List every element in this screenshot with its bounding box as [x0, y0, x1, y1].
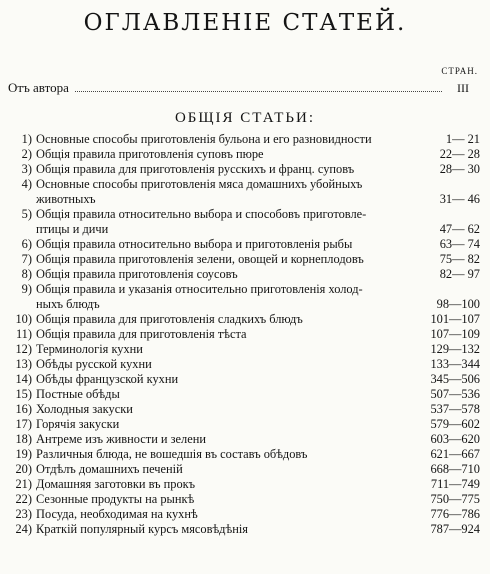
- toc-entry-text: [32, 327, 416, 342]
- toc-entry: [8, 237, 482, 252]
- toc-entry-number: 13): [15, 357, 32, 371]
- toc-entry: [8, 387, 482, 402]
- toc-entry: [8, 417, 482, 432]
- toc-entry-title: Обѣды французской кухни: [36, 372, 179, 386]
- toc-entry-title: Основные способы приготовленія бульона и его разновидности: [36, 132, 372, 146]
- toc-entry-pages: 776—786: [430, 507, 480, 521]
- toc-entry-text: [32, 162, 416, 177]
- toc-entry-pages: 537—578: [430, 402, 480, 416]
- toc-entry-number: 5): [21, 207, 32, 221]
- toc-entry-pages: 133—344: [430, 357, 480, 371]
- toc-entry: [8, 177, 482, 207]
- toc-entry-text: [32, 252, 416, 267]
- author-preface-entry: [8, 80, 478, 96]
- toc-entry: [8, 147, 482, 162]
- toc-entry-title: Общія правила для приготовленія тѣста: [36, 327, 247, 341]
- toc-entry-text: [32, 312, 416, 327]
- author-preface-page: III: [457, 81, 469, 95]
- toc-entry-title-continued: птицы и дичи: [36, 222, 109, 236]
- toc-entry-number: 4): [21, 177, 32, 191]
- toc-entry-title: Общія правила приготовленія соусовъ: [36, 267, 238, 281]
- toc-entry-text: [32, 282, 416, 312]
- toc-entry-pages: 345—506: [430, 372, 480, 386]
- toc-entry-number: 21): [15, 477, 32, 491]
- toc-entry-title: Общія правила приготовленія зелени, овощей и корнеплодовъ: [36, 252, 364, 266]
- toc-entry: [8, 402, 482, 417]
- toc-entry-pages: 579—602: [430, 417, 480, 431]
- toc-entry-text: [32, 237, 416, 252]
- toc-entry-pages: 711—749: [430, 477, 480, 491]
- toc-entry-pages: 750—775: [430, 492, 480, 506]
- toc-entry-title: Постные обѣды: [36, 387, 120, 401]
- toc-entry-pages: 129—132: [430, 342, 480, 356]
- toc-entry-number: 8): [21, 267, 32, 281]
- toc-entry-number: 3): [21, 162, 32, 176]
- toc-entry-text: [32, 522, 416, 537]
- toc-entry-title: Антреме изъ живности и зелени: [36, 432, 206, 446]
- toc-entry-pages: 603—620: [430, 432, 480, 446]
- toc-entry-pages: 22— 28: [439, 147, 480, 161]
- toc-entry-pages: 621—667: [430, 447, 480, 461]
- toc-entry-text: [32, 492, 416, 507]
- toc-entry-text: [32, 147, 416, 162]
- toc-entry-text: [32, 387, 416, 402]
- toc-entry-text: [32, 267, 416, 282]
- page-title: ОГЛАВЛЕНІЕ СТАТЕЙ.: [83, 10, 407, 36]
- toc-entry-number: 15): [15, 387, 32, 401]
- toc-entry-text: [32, 357, 416, 372]
- toc-entry-pages: 75— 82: [439, 252, 480, 266]
- toc-entry-pages: 98—100: [436, 297, 480, 311]
- toc-entry-title: Общія правила приготовленія суповъ пюре: [36, 147, 264, 161]
- toc-entry-number: 9): [21, 282, 32, 296]
- toc-entry-pages: 82— 97: [439, 267, 480, 281]
- toc-entry-pages: 787—924: [430, 522, 480, 536]
- toc-entry-text: [32, 462, 416, 477]
- toc-entry-title: Различныя блюда, не вошедшія въ составъ обѣдовъ: [36, 447, 308, 461]
- toc-entry: [8, 327, 482, 342]
- toc-entry-number: 22): [15, 492, 32, 506]
- toc-entry: [8, 162, 482, 177]
- toc-entry: [8, 357, 482, 372]
- toc-entry-title: Общія правила для приготовленія сладкихъ блюдъ: [36, 312, 303, 326]
- toc-entry-pages: 31— 46: [439, 192, 480, 206]
- toc-entry-number: 20): [15, 462, 32, 476]
- toc-entry-number: 16): [15, 402, 32, 416]
- toc-entry-text: [32, 477, 416, 492]
- toc-entry: [8, 447, 482, 462]
- toc-entry-number: 1): [21, 132, 32, 146]
- toc-entry-title: Основные способы приготовленія мяса домашнихъ убойныхъ: [36, 177, 363, 191]
- toc-entry-title: Общія правила и указанія относительно приготовленія холод-: [36, 282, 363, 296]
- toc-entry-text: [32, 432, 416, 447]
- toc-entry-number: 14): [15, 372, 32, 386]
- toc-entry-text: [32, 207, 416, 237]
- toc-entry: [8, 267, 482, 282]
- toc-entry-number: 2): [21, 147, 32, 161]
- toc-entry-title: Общія правила для приготовленія русскихъ и франц. суповъ: [36, 162, 355, 176]
- toc-entry-title: Сезонные продукты на рынкѣ: [36, 492, 195, 506]
- toc-entry-pages: 63— 74: [439, 237, 480, 251]
- toc-entry-title: Краткій популярный курсъ мясовѣдѣнія: [36, 522, 248, 536]
- toc-entry-text: [32, 342, 416, 357]
- toc-entry-text: [32, 507, 416, 522]
- toc-entry-text: [32, 132, 416, 147]
- toc-entry-number: 12): [15, 342, 32, 356]
- toc-entry-title: Домашняя заготовки въ прокъ: [36, 477, 196, 491]
- toc-entry-title: Горячія закуски: [36, 417, 120, 431]
- toc-entry-pages: 507—536: [430, 387, 480, 401]
- toc-entry-number: 18): [15, 432, 32, 446]
- toc-entry-text: [32, 402, 416, 417]
- toc-entry: [8, 462, 482, 477]
- leader-dots: [75, 91, 442, 92]
- table-of-contents: [8, 132, 482, 537]
- toc-entry: [8, 342, 482, 357]
- toc-entry-title: Посуда, необходимая на кухнѣ: [36, 507, 198, 521]
- toc-entry-title: Общія правила относительно выбора и способовъ приготовле-: [36, 207, 367, 221]
- toc-entry: [8, 432, 482, 447]
- toc-entry-number: 10): [15, 312, 32, 326]
- toc-entry: [8, 507, 482, 522]
- toc-entry-title: Общія правила относительно выбора и приготовленія рыбы: [36, 237, 353, 251]
- toc-entry-text: [32, 177, 416, 207]
- toc-entry: [8, 207, 482, 237]
- toc-entry-title-continued: ныхъ блюдъ: [36, 297, 100, 311]
- toc-entry-text: [32, 417, 416, 432]
- toc-entry-pages: 101—107: [430, 312, 480, 326]
- toc-entry-title: Холодныя закуски: [36, 402, 133, 416]
- toc-entry-pages: 107—109: [430, 327, 480, 341]
- toc-entry: [8, 477, 482, 492]
- toc-entry-title: Терминологія кухни: [36, 342, 143, 356]
- section-title: ОБЩІЯ СТАТЬИ:: [174, 110, 316, 126]
- toc-entry: [8, 372, 482, 387]
- toc-entry-number: 23): [15, 507, 32, 521]
- toc-entry-number: 6): [21, 237, 32, 251]
- toc-entry: [8, 132, 482, 147]
- toc-entry-title-continued: животныхъ: [36, 192, 96, 206]
- toc-entry: [8, 252, 482, 267]
- toc-entry-number: 7): [21, 252, 32, 266]
- toc-entry-number: 17): [15, 417, 32, 431]
- toc-entry-title: Обѣды русской кухни: [36, 357, 152, 371]
- toc-entry: [8, 492, 482, 507]
- toc-entry: [8, 522, 482, 537]
- toc-entry-pages: 28— 30: [439, 162, 480, 176]
- toc-entry-pages: 668—710: [430, 462, 480, 476]
- toc-entry-text: [32, 372, 416, 387]
- toc-entry-pages: 1— 21: [445, 132, 480, 146]
- toc-entry-title: Отдѣлъ домашнихъ печеній: [36, 462, 183, 476]
- toc-entry-number: 19): [15, 447, 32, 461]
- toc-entry-number: 24): [15, 522, 32, 536]
- toc-entry-pages: 47— 62: [439, 222, 480, 236]
- toc-entry-text: [32, 447, 416, 462]
- toc-entry-number: 11): [15, 327, 32, 341]
- toc-entry: [8, 282, 482, 312]
- pages-column-header: СТРАН.: [441, 66, 478, 76]
- toc-entry: [8, 312, 482, 327]
- author-preface-label: Отъ автора: [8, 80, 69, 95]
